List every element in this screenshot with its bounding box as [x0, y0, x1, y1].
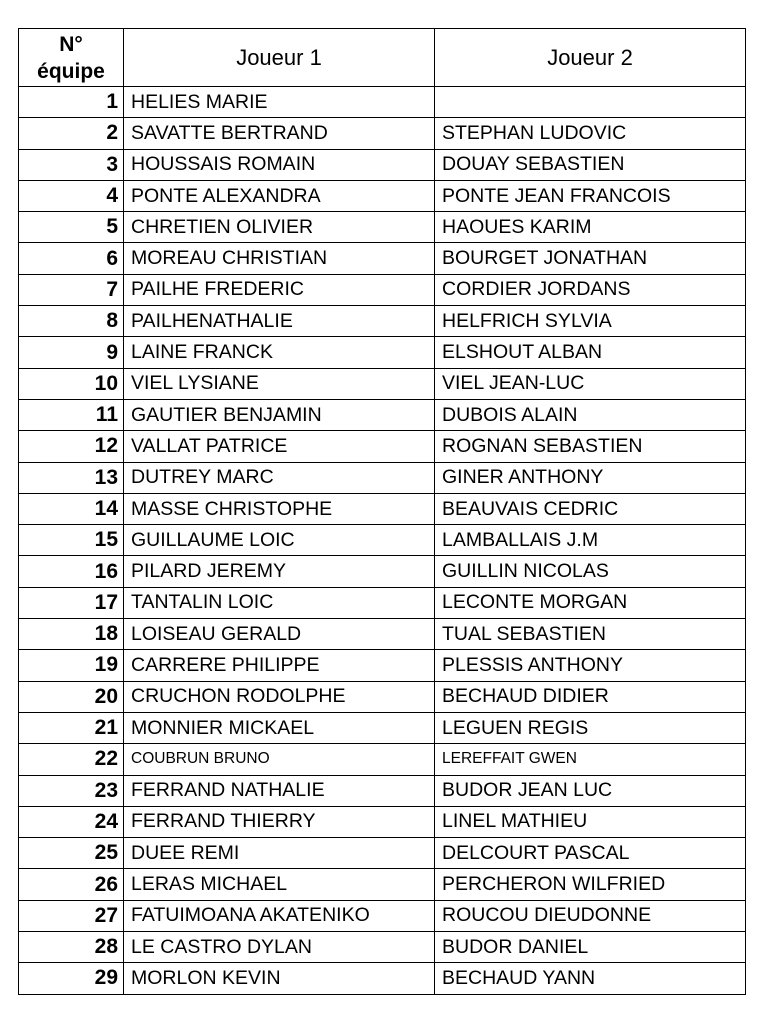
- player1-name: SAVATTE BERTRAND: [124, 118, 435, 149]
- team-number: 18: [19, 619, 124, 650]
- table-row: [19, 587, 746, 618]
- player1-name: FATUIMOANA AKATENIKO: [124, 900, 435, 931]
- player1-name: MOREAU CHRISTIAN: [124, 243, 435, 274]
- player2-name: BUDOR JEAN LUC: [435, 775, 746, 806]
- team-number: 25: [19, 838, 124, 869]
- table-row: [19, 900, 746, 931]
- player1-name: FERRAND THIERRY: [124, 806, 435, 837]
- table-row: [19, 462, 746, 493]
- player2-name: BOURGET JONATHAN: [435, 243, 746, 274]
- player1-name: FERRAND NATHALIE: [124, 775, 435, 806]
- team-rows: [19, 87, 746, 995]
- player1-name: CHRETIEN OLIVIER: [124, 212, 435, 243]
- player2-name: PLESSIS ANTHONY: [435, 650, 746, 681]
- table-row: [19, 212, 746, 243]
- team-number: 24: [19, 806, 124, 837]
- team-number: 10: [19, 368, 124, 399]
- table-row: [19, 556, 746, 587]
- table-row: [19, 681, 746, 712]
- player1-name: PAILHENATHALIE: [124, 306, 435, 337]
- player2-name: GINER ANTHONY: [435, 462, 746, 493]
- player1-name: LE CASTRO DYLAN: [124, 932, 435, 963]
- team-number-header-line1: N°: [59, 32, 83, 56]
- team-number: 17: [19, 587, 124, 618]
- player2-name: TUAL SEBASTIEN: [435, 619, 746, 650]
- player1-name: PONTE ALEXANDRA: [124, 180, 435, 211]
- table-row: [19, 243, 746, 274]
- team-number: 29: [19, 963, 124, 994]
- player1-name: CARRERE PHILIPPE: [124, 650, 435, 681]
- team-number: 7: [19, 274, 124, 305]
- team-number: 20: [19, 681, 124, 712]
- player1-header: Joueur 1: [124, 29, 435, 87]
- team-number: 1: [19, 87, 124, 118]
- team-number: 6: [19, 243, 124, 274]
- table-row: [19, 712, 746, 743]
- team-number: 11: [19, 399, 124, 430]
- table-row: [19, 368, 746, 399]
- team-number: 3: [19, 149, 124, 180]
- table-row: [19, 431, 746, 462]
- player1-name: MONNIER MICKAEL: [124, 712, 435, 743]
- player1-name: LOISEAU GERALD: [124, 619, 435, 650]
- table-row: [19, 932, 746, 963]
- player1-name: LERAS MICHAEL: [124, 869, 435, 900]
- player1-name: VIEL LYSIANE: [124, 368, 435, 399]
- header-row: [19, 29, 746, 87]
- team-number: 16: [19, 556, 124, 587]
- table-row: [19, 775, 746, 806]
- team-number: 23: [19, 775, 124, 806]
- player1-name: TANTALIN LOIC: [124, 587, 435, 618]
- player2-name: [435, 87, 746, 118]
- player2-name: LINEL MATHIEU: [435, 806, 746, 837]
- player2-name: PONTE JEAN FRANCOIS: [435, 180, 746, 211]
- team-number: 19: [19, 650, 124, 681]
- player2-name: LEREFFAIT GWEN: [435, 744, 746, 775]
- team-number: 9: [19, 337, 124, 368]
- team-number: 28: [19, 932, 124, 963]
- teams-table: [18, 28, 746, 995]
- table-row: [19, 744, 746, 775]
- table-row: [19, 650, 746, 681]
- player2-name: DOUAY SEBASTIEN: [435, 149, 746, 180]
- team-number: 14: [19, 493, 124, 524]
- player2-name: BEAUVAIS CEDRIC: [435, 493, 746, 524]
- table-row: [19, 525, 746, 556]
- player1-name: GUILLAUME LOIC: [124, 525, 435, 556]
- player2-name: ROGNAN SEBASTIEN: [435, 431, 746, 462]
- player2-name: BUDOR DANIEL: [435, 932, 746, 963]
- player2-name: PERCHERON WILFRIED: [435, 869, 746, 900]
- table-row: [19, 619, 746, 650]
- player2-name: ELSHOUT ALBAN: [435, 337, 746, 368]
- table-row: [19, 118, 746, 149]
- team-number: 4: [19, 180, 124, 211]
- player1-name: PAILHE FREDERIC: [124, 274, 435, 305]
- player2-name: ROUCOU DIEUDONNE: [435, 900, 746, 931]
- table-row: [19, 838, 746, 869]
- team-number: 15: [19, 525, 124, 556]
- team-number: 13: [19, 462, 124, 493]
- table-row: [19, 963, 746, 994]
- player2-name: BECHAUD YANN: [435, 963, 746, 994]
- player2-name: LECONTE MORGAN: [435, 587, 746, 618]
- table-row: [19, 274, 746, 305]
- team-number-header-line2: équipe: [37, 59, 105, 83]
- team-number: 21: [19, 712, 124, 743]
- player1-name: MORLON KEVIN: [124, 963, 435, 994]
- player1-name: CRUCHON RODOLPHE: [124, 681, 435, 712]
- player2-name: STEPHAN LUDOVIC: [435, 118, 746, 149]
- player2-header: Joueur 2: [435, 29, 746, 87]
- team-number: 8: [19, 306, 124, 337]
- table-row: [19, 180, 746, 211]
- player1-name: HELIES MARIE: [124, 87, 435, 118]
- team-number: 22: [19, 744, 124, 775]
- player2-name: GUILLIN NICOLAS: [435, 556, 746, 587]
- player2-name: DUBOIS ALAIN: [435, 399, 746, 430]
- player1-name: PILARD JEREMY: [124, 556, 435, 587]
- player1-name: GAUTIER BENJAMIN: [124, 399, 435, 430]
- player1-name: VALLAT PATRICE: [124, 431, 435, 462]
- team-number-header: [19, 29, 124, 87]
- player1-name: LAINE FRANCK: [124, 337, 435, 368]
- player1-name: COUBRUN BRUNO: [124, 744, 435, 775]
- team-number: 26: [19, 869, 124, 900]
- player2-name: HELFRICH SYLVIA: [435, 306, 746, 337]
- player2-name: CORDIER JORDANS: [435, 274, 746, 305]
- player2-name: LEGUEN REGIS: [435, 712, 746, 743]
- table-row: [19, 306, 746, 337]
- player1-name: DUTREY MARC: [124, 462, 435, 493]
- player1-name: DUEE REMI: [124, 838, 435, 869]
- player1-name: HOUSSAIS ROMAIN: [124, 149, 435, 180]
- table-row: [19, 806, 746, 837]
- team-number: 5: [19, 212, 124, 243]
- table-row: [19, 869, 746, 900]
- table-row: [19, 87, 746, 118]
- player1-name: MASSE CHRISTOPHE: [124, 493, 435, 524]
- table-row: [19, 493, 746, 524]
- player2-name: DELCOURT PASCAL: [435, 838, 746, 869]
- player2-name: HAOUES KARIM: [435, 212, 746, 243]
- table-row: [19, 399, 746, 430]
- team-number: 12: [19, 431, 124, 462]
- team-number: 2: [19, 118, 124, 149]
- player2-name: VIEL JEAN-LUC: [435, 368, 746, 399]
- team-number: 27: [19, 900, 124, 931]
- player2-name: LAMBALLAIS J.M: [435, 525, 746, 556]
- table-row: [19, 149, 746, 180]
- table-row: [19, 337, 746, 368]
- player2-name: BECHAUD DIDIER: [435, 681, 746, 712]
